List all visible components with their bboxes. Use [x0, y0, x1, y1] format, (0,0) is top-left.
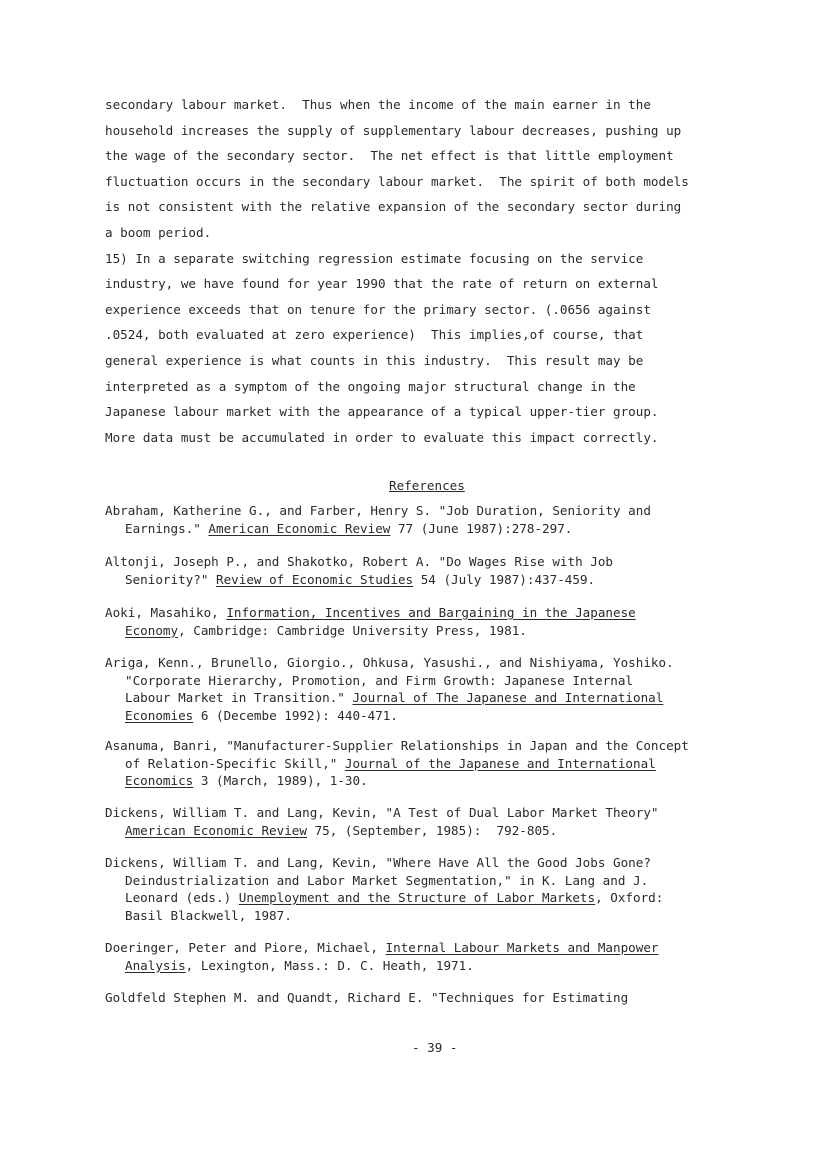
body-text [105, 92, 765, 450]
page-number: - 39 - [412, 1040, 458, 1055]
body-line: More data must be accumulated in order to evaluate this impact correctly. [105, 429, 659, 445]
reference-doeringer [105, 939, 785, 974]
body-line: a boom period. [105, 224, 212, 240]
reference-line: Doeringer, Peter and Piore, Michael, Internal Labour Markets and Manpower [105, 940, 659, 955]
reference-line: Economies 6 (Decembe 1992): 440-471. [125, 707, 398, 723]
reference-aoki [105, 604, 785, 639]
reference-line: Analysis, Lexington, Mass.: D. C. Heath, 1971. [125, 957, 474, 973]
body-line: experience exceeds that on tenure for the primary sector. (.0656 against [105, 301, 651, 317]
reference-line: Earnings." American Economic Review 77 (June 1987):278-297. [125, 520, 573, 536]
body-line: interpreted as a symptom of the ongoing major structural change in the [105, 378, 636, 394]
reference-line: Deindustrialization and Labor Market Segmentation," in K. Lang and J. [125, 872, 649, 888]
reference-line: Leonard (eds.) Unemployment and the Structure of Labor Markets, Oxford: [125, 890, 664, 905]
reference-line: Ariga, Kenn., Brunello, Giorgio., Ohkusa, Yasushi., and Nishiyama, Yoshiko. [105, 655, 674, 670]
book-title: Analysis [125, 957, 186, 973]
reference-line: Dickens, William T. and Lang, Kevin, "Where Have All the Good Jobs Gone? [105, 855, 651, 870]
body-line: industry, we have found for year 1990 that the rate of return on external [105, 276, 659, 292]
book-title: Unemployment and the Structure of Labor Markets [238, 890, 596, 905]
body-line: Japanese labour market with the appearance of a typical upper-tier group. [105, 404, 659, 420]
reference-ariga [105, 654, 785, 724]
reference-goldfeld [105, 989, 785, 1007]
journal-title: Journal of The Japanese and International [352, 690, 664, 705]
body-line: fluctuation occurs in the secondary labour market. The spirit of both models [105, 173, 689, 189]
journal-title: Journal of the Japanese and International [344, 755, 656, 771]
journal-title: American Economic Review [208, 520, 391, 536]
reference-abraham [105, 502, 785, 537]
body-line: .0524, both evaluated at zero experience) This implies,of course, that [105, 327, 644, 343]
reference-line: Basil Blackwell, 1987. [125, 907, 292, 923]
journal-title: Economies [125, 707, 194, 723]
body-line: household increases the supply of supplementary labour decreases, pushing up [105, 122, 682, 138]
book-title: Internal Labour Markets and Manpower [385, 940, 659, 955]
body-line: 15) In a separate switching regression estimate focusing on the service [105, 250, 644, 266]
book-title: Economy [125, 622, 179, 638]
reference-line: Labour Market in Transition." Journal of The Japanese and International [125, 690, 664, 705]
reference-line: Altonji, Joseph P., and Shakotko, Robert A. "Do Wages Rise with Job [105, 554, 613, 569]
reference-dickens-1 [105, 804, 785, 839]
reference-line: Abraham, Katherine G., and Farber, Henry S. "Job Duration, Seniority and [105, 503, 651, 518]
reference-asanuma [105, 737, 785, 790]
reference-line: Dickens, William T. and Lang, Kevin, "A Test of Dual Labor Market Theory" [105, 805, 659, 820]
reference-line: American Economic Review 75, (September, 1985): 792-805. [125, 822, 558, 838]
journal-title: Economics [125, 773, 194, 788]
reference-line: of Relation-Specific Skill," Journal of the Japanese and International [125, 755, 656, 771]
reference-line: "Corporate Hierarchy, Promotion, and Firm Growth: Japanese Internal [125, 672, 633, 688]
reference-line: Economics 3 (March, 1989), 1-30. [125, 773, 368, 788]
reference-line: Goldfeld Stephen M. and Quandt, Richard E. "Techniques for Estimating [105, 990, 629, 1005]
reference-line: Asanuma, Banri, "Manufacturer-Supplier Relationships in Japan and the Concept [105, 738, 689, 753]
body-line: the wage of the secondary sector. The net effect is that little employment [105, 148, 674, 164]
reference-line: Economy, Cambridge: Cambridge University Press, 1981. [125, 622, 527, 638]
body-line: is not consistent with the relative expansion of the secondary sector during [105, 199, 682, 215]
reference-line: Aoki, Masahiko, Information, Incentives and Bargaining in the Japanese [105, 605, 636, 620]
references-heading: References [389, 478, 465, 493]
body-line: general experience is what counts in this industry. This result may be [105, 352, 644, 368]
journal-title: Review of Economic Studies [216, 571, 414, 587]
reference-altonji [105, 553, 785, 588]
book-title: Information, Incentives and Bargaining in the Japanese [226, 605, 636, 620]
reference-dickens-2 [105, 854, 785, 924]
journal-title: American Economic Review [125, 822, 307, 838]
reference-line: Seniority?" Review of Economic Studies 54 (July 1987):437-459. [125, 571, 596, 587]
body-line: secondary labour market. Thus when the income of the main earner in the [105, 97, 651, 112]
